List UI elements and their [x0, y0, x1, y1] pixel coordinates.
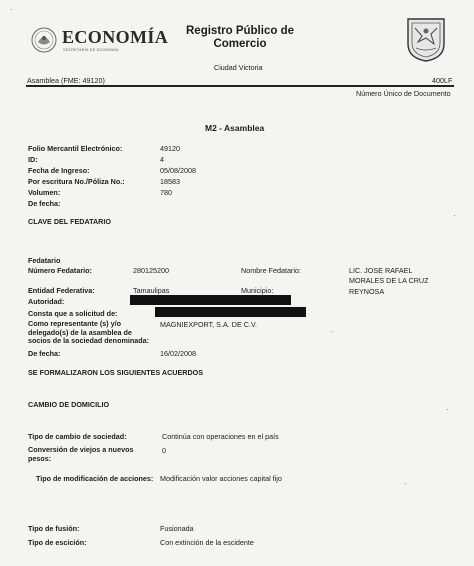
form-title: M2 - Asamblea — [205, 123, 265, 133]
de-fecha-label: De fecha: — [28, 199, 61, 208]
municipio-label: Municipio: — [241, 286, 274, 295]
tipo-cambio-label: Tipo de cambio de sociedad: — [28, 432, 127, 441]
scan-speck — [11, 9, 12, 10]
id-label: ID: — [28, 155, 38, 164]
autoridad-redaction — [130, 295, 291, 305]
fusion-label: Tipo de fusión: — [28, 524, 80, 533]
de-fecha-asamblea-value: 16/02/2008 — [160, 349, 196, 358]
economia-logo-tagline: SECRETARÍA DE ECONOMÍA — [63, 48, 119, 52]
document-type-label: Asamblea (FME: 49120) — [27, 76, 105, 85]
nombre-fedatario-line1: LIC. JOSE RAFAEL — [349, 266, 413, 275]
representante-label: Como representante (s) y/o delegado(s) de la asamblea de socios de la sociedad denominada: — [28, 319, 150, 345]
modificacion-label: Tipo de modificación de acciones: — [36, 474, 154, 483]
folio-value: 49120 — [160, 144, 180, 153]
scan-speck — [447, 409, 448, 410]
scan-speck — [405, 483, 406, 484]
fedatario-heading: Fedatario — [28, 256, 61, 265]
tipo-cambio-value: Continúa con operaciones en el país — [162, 432, 279, 441]
fecha-ingreso-label: Fecha de Ingreso: — [28, 166, 90, 175]
autoridad-label: Autoridad: — [28, 297, 65, 306]
acuerdos-heading: SE FORMALIZARON LOS SIGUIENTES ACUERDOS — [28, 368, 204, 377]
economia-seal-icon — [31, 27, 57, 53]
escicion-value: Con extinción de la escidente — [160, 538, 254, 547]
cambio-domicilio-heading: CAMBIO DE DOMICILIO — [28, 400, 110, 409]
conversion-value: 0 — [162, 446, 166, 455]
city-label: Ciudad Victoria — [214, 63, 263, 72]
document-title — [176, 25, 304, 51]
economia-logo-text: ECONOMÍA — [62, 27, 169, 47]
tamaulipas-coat-of-arms-icon — [404, 16, 448, 62]
header-divider — [26, 85, 454, 87]
escritura-value: 18583 — [160, 177, 180, 186]
consta-label: Consta que a solicitud de: — [28, 309, 118, 318]
scan-speck — [454, 215, 455, 216]
numero-fedatario-label: Número Fedatario: — [28, 266, 92, 275]
solicitante-redaction — [155, 307, 306, 317]
volumen-value: 780 — [160, 188, 172, 197]
scan-speck — [332, 331, 333, 332]
modificacion-value: Modificación valor acciones capital fijo — [160, 474, 282, 483]
clave-fedatario-heading: CLAVE DEL FEDATARIO — [28, 217, 111, 226]
escritura-label: Por escritura No./Póliza No.: — [28, 177, 125, 186]
document-title-line1: Registro Público de — [186, 25, 294, 37]
folio-label: Folio Mercantil Electrónico: — [28, 144, 123, 153]
conversion-label: Conversión de viejos a nuevos pesos: — [28, 445, 134, 463]
document-code: 400LF — [432, 76, 453, 85]
representante-value: MAGNIEXPORT, S.A. DE C.V. — [160, 320, 258, 329]
numero-fedatario-value: 280125200 — [133, 266, 169, 275]
nombre-fedatario-line2: MORALES DE LA CRUZ — [349, 276, 429, 285]
volumen-label: Volumen: — [28, 188, 61, 197]
entidad-label: Entidad Federativa: — [28, 286, 95, 295]
escicion-label: Tipo de escición: — [28, 538, 87, 547]
id-value: 4 — [160, 155, 164, 164]
nombre-fedatario-label: Nombre Fedatario: — [241, 266, 301, 275]
entidad-value: Tamaulipas — [133, 286, 170, 295]
nombre-fedatario-line3: REYNOSA — [349, 287, 385, 296]
fusion-value: Fusionada — [160, 524, 194, 533]
document-title-line2: Comercio — [213, 38, 267, 50]
fecha-ingreso-value: 05/08/2008 — [160, 166, 196, 175]
de-fecha-asamblea-label: De fecha: — [28, 349, 61, 358]
document-number-caption: Número Único de Documento — [356, 89, 451, 98]
